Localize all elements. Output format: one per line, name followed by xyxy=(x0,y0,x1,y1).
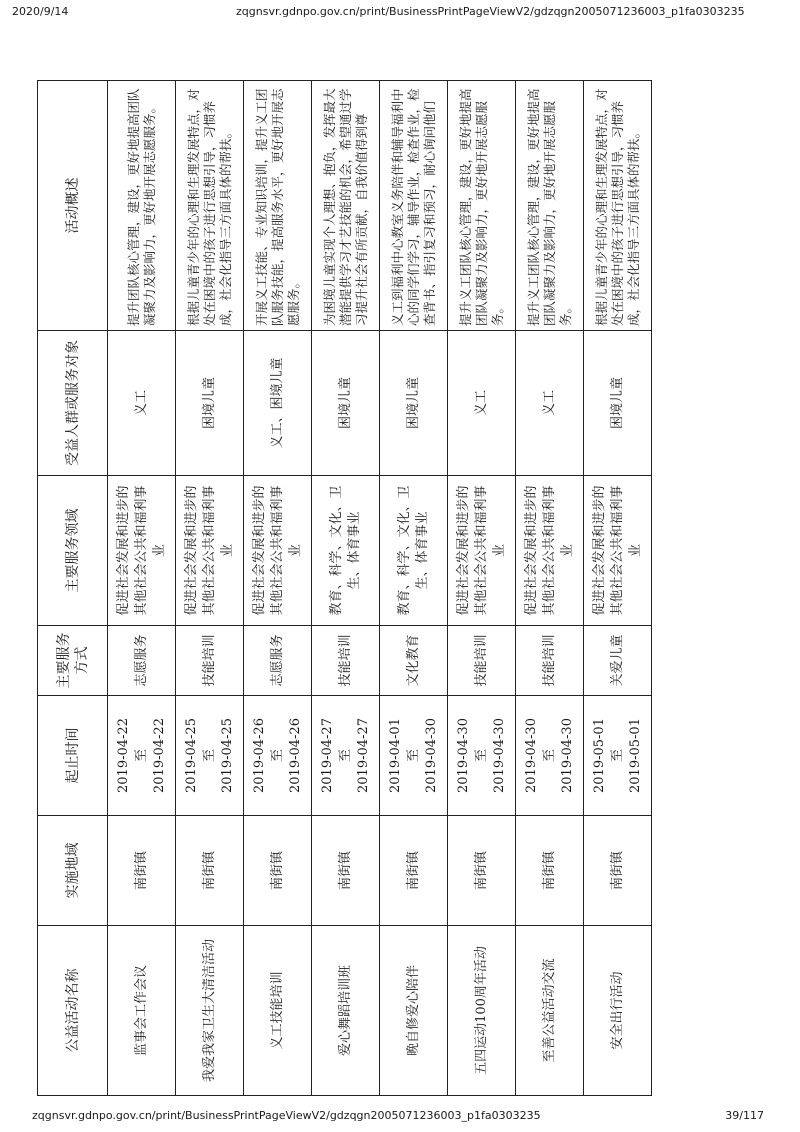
cell-desc: 提升义工团队核心管理，建设，更好地提高团队凝聚力及影响力，更好地开展志愿服务。 xyxy=(516,81,584,331)
cell-field: 教育、科学、文化、卫生、体育事业 xyxy=(312,476,380,626)
cell-time xyxy=(516,696,584,816)
cell-time xyxy=(584,696,652,816)
cell-field: 促进社会发展和进步的其他社会公共和福利事业 xyxy=(108,476,176,626)
cell-desc: 开展义工技能、专业知识培训，提升义工团队服务技能，提高服务水平，更好地开展志愿服务。 xyxy=(244,81,312,331)
time-start: 2019-04-25 xyxy=(183,718,199,793)
cell-target: 义工 xyxy=(108,331,176,476)
cell-mode: 关爱儿童 xyxy=(584,626,652,696)
cell-target: 困境儿童 xyxy=(312,331,380,476)
time-end: 2019-04-22 xyxy=(151,718,167,793)
time-sep: 至 xyxy=(541,749,557,763)
time-end: 2019-04-30 xyxy=(423,718,439,793)
table-container xyxy=(37,81,652,1096)
time-start: 2019-04-30 xyxy=(455,718,471,793)
cell-desc: 提升团队核心管理，建设，更好地提高团队凝聚力及影响力，更好地开展志愿服务。 xyxy=(108,81,176,331)
time-end: 2019-04-27 xyxy=(355,718,371,793)
page-number: 39/117 xyxy=(725,1109,764,1122)
cell-area: 南街镇 xyxy=(584,816,652,926)
table-row xyxy=(380,81,448,1096)
cell-area: 南街镇 xyxy=(312,816,380,926)
time-start: 2019-04-27 xyxy=(319,718,335,793)
header-mode: 主要服务方式 xyxy=(38,626,108,696)
time-sep: 至 xyxy=(201,749,217,763)
print-date: 2020/9/14 xyxy=(12,5,69,18)
print-url-header: zqgnsvr.gdnpo.gov.cn/print/BusinessPrintPageViewV2/gdzqgn2005071236003_p1fa0303235 xyxy=(236,5,745,18)
cell-area: 南街镇 xyxy=(380,816,448,926)
cell-area: 南街镇 xyxy=(244,816,312,926)
table-row xyxy=(584,81,652,1096)
cell-name: 安全出行活动 xyxy=(584,926,652,1096)
time-sep: 至 xyxy=(405,749,421,763)
time-end: 2019-04-30 xyxy=(491,718,507,793)
cell-name: 义工技能培训 xyxy=(244,926,312,1096)
header-desc: 活动概述 xyxy=(38,81,108,331)
cell-field: 教育、科学、文化、卫生、体育事业 xyxy=(380,476,448,626)
cell-target: 困境儿童 xyxy=(176,331,244,476)
cell-target: 义工、困境儿童 xyxy=(244,331,312,476)
time-sep: 至 xyxy=(269,749,285,763)
time-sep: 至 xyxy=(337,749,353,763)
cell-time xyxy=(108,696,176,816)
header-field: 主要服务领域 xyxy=(38,476,108,626)
cell-mode: 技能培训 xyxy=(176,626,244,696)
cell-field: 促进社会发展和进步的其他社会公共和福利事业 xyxy=(516,476,584,626)
cell-target: 困境儿童 xyxy=(584,331,652,476)
table-row xyxy=(176,81,244,1096)
cell-field: 促进社会发展和进步的其他社会公共和福利事业 xyxy=(584,476,652,626)
header-area: 实施地域 xyxy=(38,816,108,926)
cell-name: 晚自修爱心陪伴 xyxy=(380,926,448,1096)
activity-table xyxy=(37,80,652,1096)
time-start: 2019-04-01 xyxy=(387,718,403,793)
cell-mode: 技能培训 xyxy=(516,626,584,696)
cell-name: 爱心舞蹈培训班 xyxy=(312,926,380,1096)
cell-time xyxy=(176,696,244,816)
table-row xyxy=(312,81,380,1096)
cell-desc: 根据儿童青少年的心理和生理发展特点，对处在困境中的孩子进行思想引导，习惯养成，社会化指导三方面具体的帮扶。 xyxy=(176,81,244,331)
time-sep: 至 xyxy=(473,749,489,763)
cell-mode: 技能培训 xyxy=(312,626,380,696)
table-row xyxy=(108,81,176,1096)
header-target: 受益人群或服务对象 xyxy=(38,331,108,476)
cell-name: 我爱我家卫生大清洁活动 xyxy=(176,926,244,1096)
table-row xyxy=(244,81,312,1096)
time-end: 2019-04-30 xyxy=(559,718,575,793)
cell-target: 义工 xyxy=(516,331,584,476)
cell-field: 促进社会发展和进步的其他社会公共和福利事业 xyxy=(176,476,244,626)
cell-desc: 根据儿童青少年的心理和生理发展特点，对处在困境中的孩子进行思想引导，习惯养成，社会化指导三方面具体的帮扶。 xyxy=(584,81,652,331)
cell-time xyxy=(244,696,312,816)
cell-area: 南街镇 xyxy=(516,816,584,926)
print-url-footer: zqgnsvr.gdnpo.gov.cn/print/BusinessPrintPageViewV2/gdzqgn2005071236003_p1fa0303235 xyxy=(32,1109,541,1122)
time-start: 2019-04-30 xyxy=(523,718,539,793)
time-sep: 至 xyxy=(609,749,625,763)
cell-area: 南街镇 xyxy=(108,816,176,926)
table-row xyxy=(448,81,516,1096)
header-name: 公益活动名称 xyxy=(38,926,108,1096)
cell-desc: 提升义工团队核心管理，建设，更好地提高团队凝聚力及影响力，更好地开展志愿服务。 xyxy=(448,81,516,331)
cell-mode: 文化教育 xyxy=(380,626,448,696)
cell-field: 促进社会发展和进步的其他社会公共和福利事业 xyxy=(448,476,516,626)
cell-mode: 技能培训 xyxy=(448,626,516,696)
cell-desc: 义工到福利中心教室义务陪伴和辅导福利中心的同学们学习，辅导作业，检查作业，检查背书、指引复习和预习，耐心询问他们 xyxy=(380,81,448,331)
time-end: 2019-04-25 xyxy=(219,718,235,793)
cell-mode: 志愿服务 xyxy=(244,626,312,696)
cell-desc: 为困境儿童实现个人理想、抱负，发挥最大潜能提供学习才艺技能的机会，希望通过学习提升社会有所贡献，自我价值得到尊 xyxy=(312,81,380,331)
cell-field: 促进社会发展和进步的其他社会公共和福利事业 xyxy=(244,476,312,626)
cell-area: 南街镇 xyxy=(448,816,516,926)
time-end: 2019-04-26 xyxy=(287,718,303,793)
cell-time xyxy=(448,696,516,816)
cell-target: 义工 xyxy=(448,331,516,476)
cell-time xyxy=(312,696,380,816)
cell-mode: 志愿服务 xyxy=(108,626,176,696)
cell-target: 困境儿童 xyxy=(380,331,448,476)
table-row xyxy=(516,81,584,1096)
table-header-row xyxy=(38,81,108,1096)
time-start: 2019-04-22 xyxy=(115,718,131,793)
time-end: 2019-05-01 xyxy=(627,718,643,793)
cell-name: 至善公益活动交流 xyxy=(516,926,584,1096)
header-time: 起止时间 xyxy=(38,696,108,816)
cell-name: 监事会工作会议 xyxy=(108,926,176,1096)
cell-area: 南街镇 xyxy=(176,816,244,926)
time-sep: 至 xyxy=(133,749,149,763)
cell-time xyxy=(380,696,448,816)
cell-name: 五四运动100周年活动 xyxy=(448,926,516,1096)
time-start: 2019-05-01 xyxy=(591,718,607,793)
time-start: 2019-04-26 xyxy=(251,718,267,793)
